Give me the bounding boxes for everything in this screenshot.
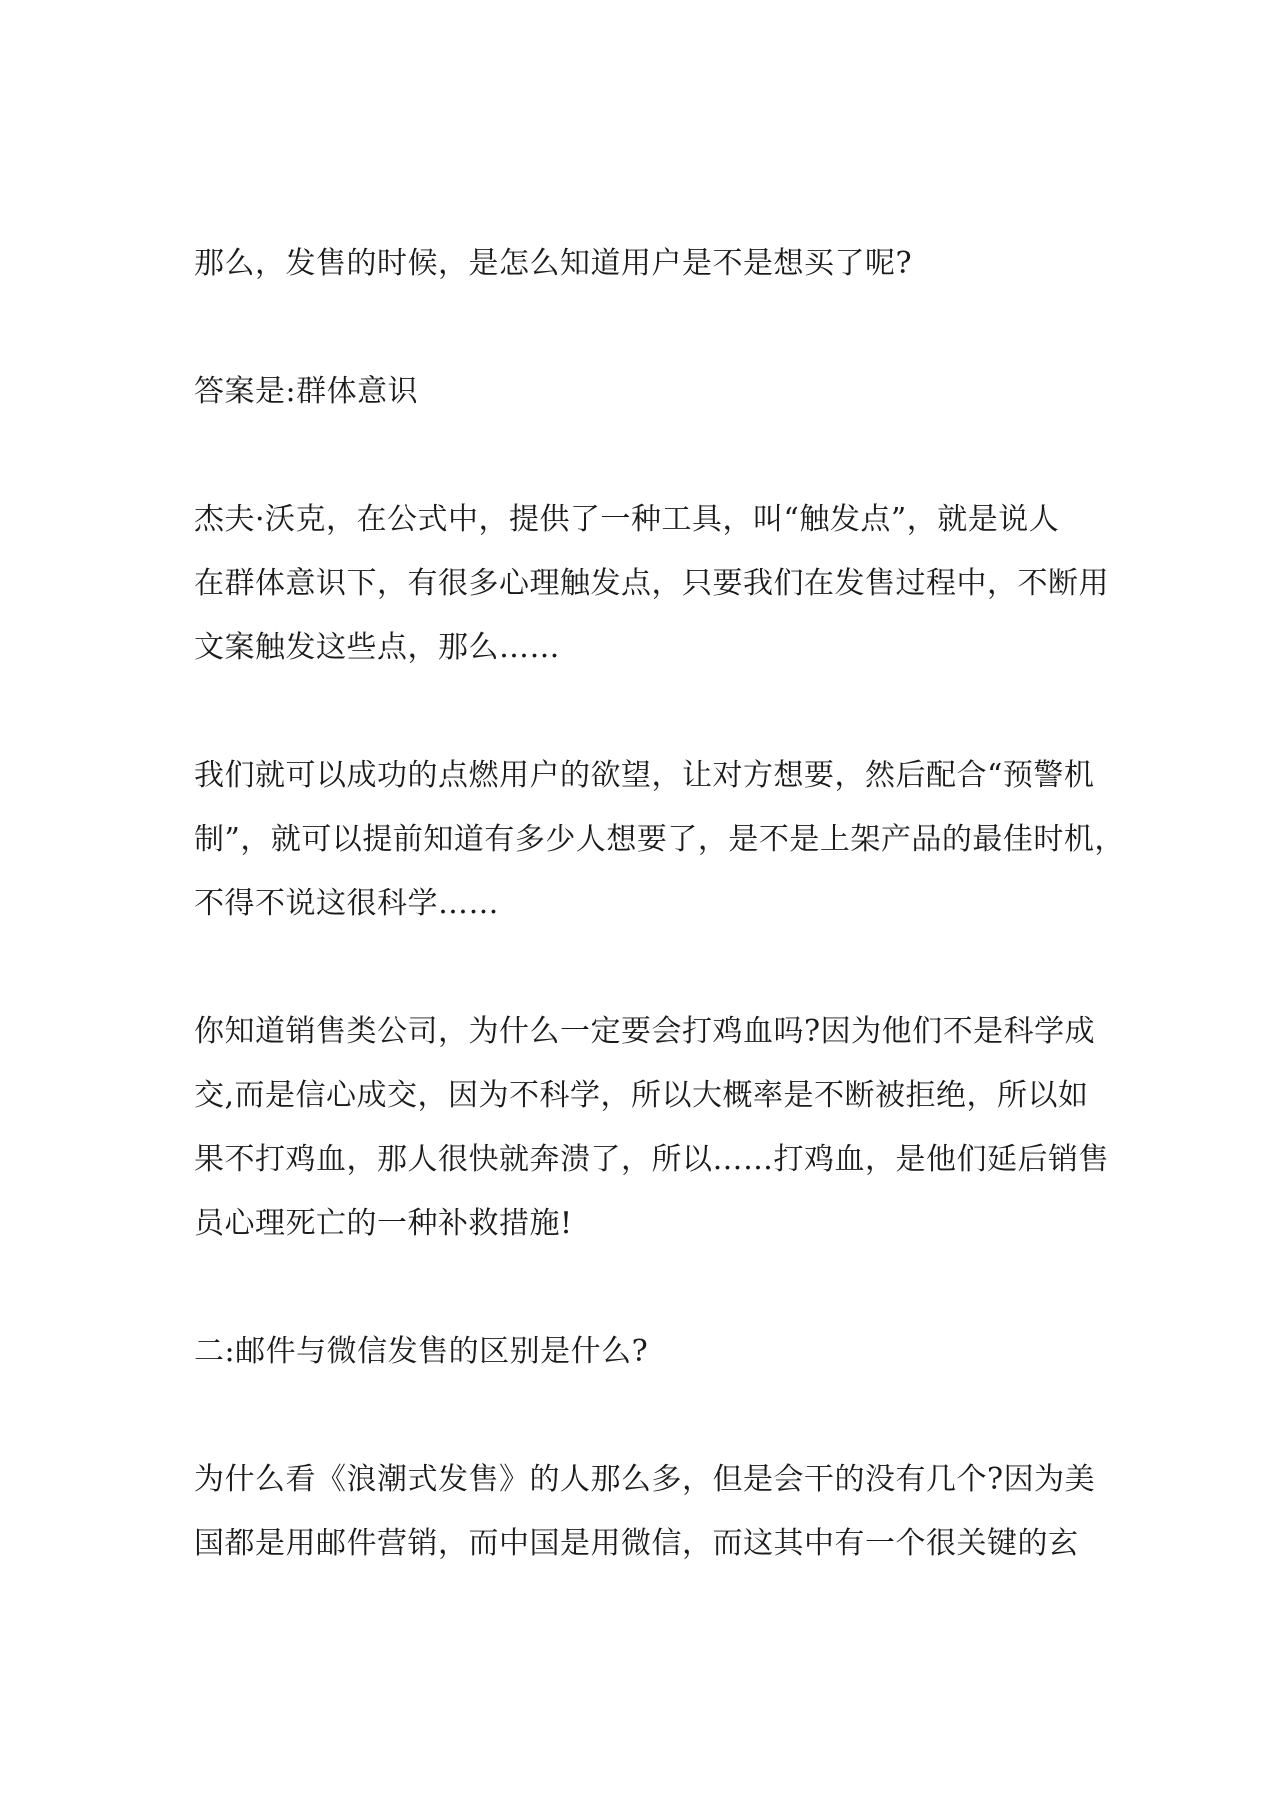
paragraph-question: [194, 232, 1094, 296]
text-line: 答案是:群体意识: [194, 374, 419, 409]
paragraph-sales-motivation: [194, 1000, 1109, 1256]
paragraph-email-vs-wechat: [194, 1448, 1094, 1576]
text-line: 制”，就可以提前知道有多少人想要了，是不是上架产品的最佳时机，: [194, 822, 1125, 857]
text-line: 我们就可以成功的点燃用户的欲望，让对方想要，然后配合“预警机: [194, 758, 1095, 793]
text-line: 在群体意识下，有很多心理触发点，只要我们在发售过程中，不断用: [194, 566, 1109, 601]
paragraph-trigger-points: [194, 488, 1109, 680]
text-line: 不得不说这很科学……: [194, 886, 499, 921]
text-line: 为什么看《浪潮式发售》的人那么多，但是会干的没有几个?因为美: [194, 1462, 1096, 1497]
text-line: 国都是用邮件营销，而中国是用微信，而这其中有一个很关键的玄: [194, 1526, 1079, 1561]
text-line: 杰夫·沃克，在公式中，提供了一种工具，叫“触发点”，就是说人: [194, 502, 1060, 537]
text-line: 二:邮件与微信发售的区别是什么?: [194, 1334, 649, 1369]
text-line: 你知道销售类公司，为什么一定要会打鸡血吗?因为他们不是科学成: [194, 1014, 1096, 1049]
text-line: 员心理死亡的一种补救措施!: [194, 1206, 573, 1241]
section-heading: [194, 1320, 1094, 1384]
text-line: 果不打鸡血，那人很快就奔溃了，所以……打鸡血，是他们延后销售: [194, 1142, 1109, 1177]
text-line: 文案触发这些点，那么……: [194, 630, 560, 665]
paragraph-answer: [194, 360, 1094, 424]
text-line: 交,而是信心成交，因为不科学，所以大概率是不断被拒绝，所以如: [194, 1078, 1089, 1113]
document-body: [194, 232, 1125, 1576]
text-line: 那么，发售的时候，是怎么知道用户是不是想买了呢?: [194, 246, 913, 281]
paragraph-warning-mechanism: [194, 744, 1125, 936]
